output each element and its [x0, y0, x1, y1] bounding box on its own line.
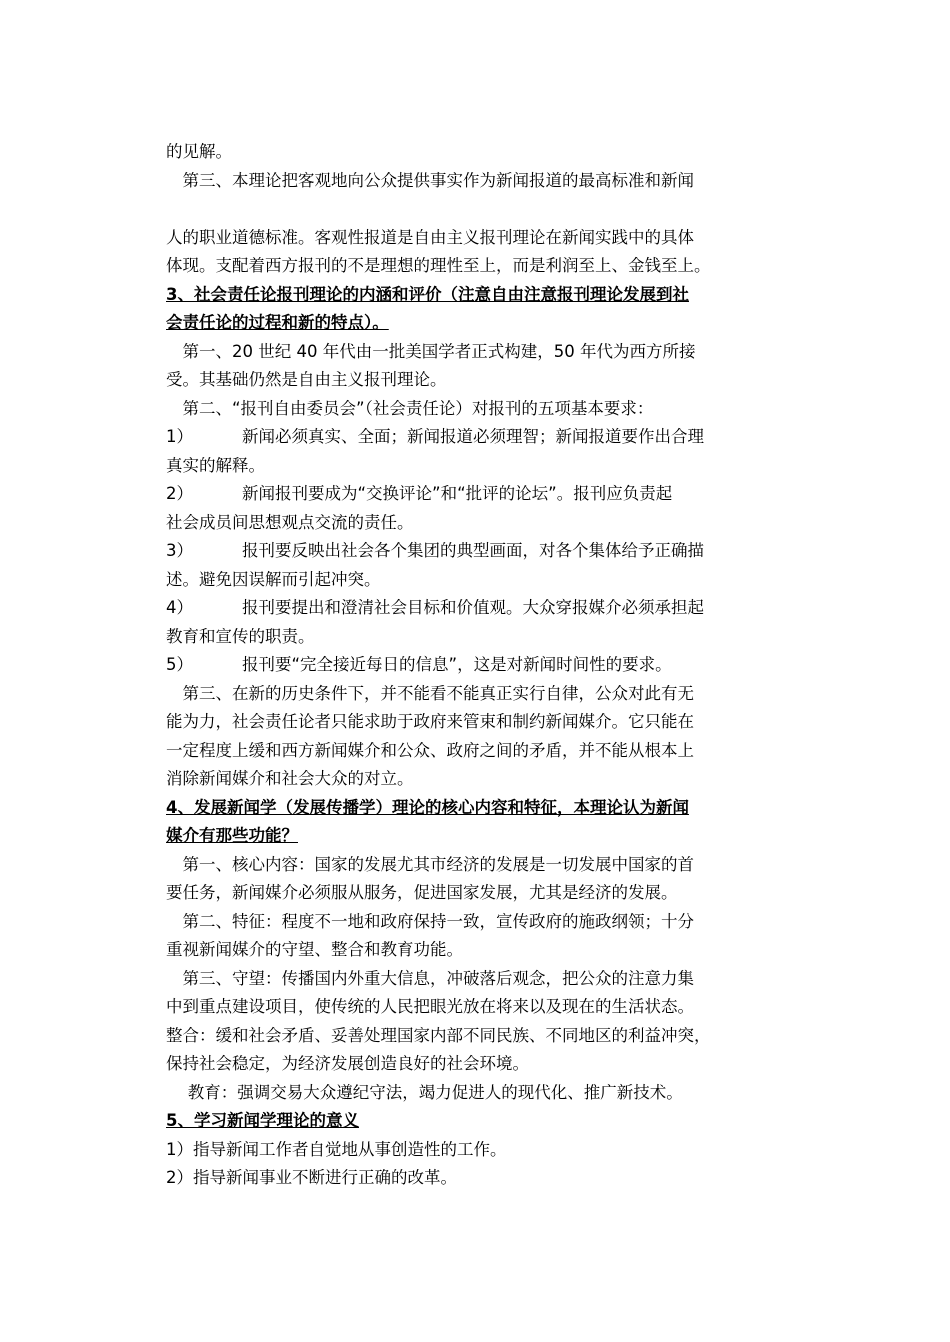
section-5-heading: 5、学习新闻学理论的意义: [166, 1111, 359, 1130]
list-item-text: 新闻必须真实、全面；新闻报道必须理智；新闻报道要作出合理: [242, 427, 704, 446]
list-item: [166, 480, 790, 509]
section-4-heading: 4、发展新闻学（发展传播学）理论的核心内容和特征，本理论认为新闻: [166, 797, 689, 817]
paragraph-line: 要任务，新闻媒介必须服从服务，促进国家发展，尤其是经济的发展。: [166, 883, 678, 902]
paragraph-line: 一定程度上缓和西方新闻媒介和公众、政府之间的矛盾，并不能从根本上: [166, 740, 694, 760]
list-item-number: 2）: [166, 484, 193, 503]
paragraph-line: 中到重点建设项目，使传统的人民把眼光放在将来以及现在的生活状态。: [166, 997, 694, 1016]
list-item: [166, 423, 790, 452]
paragraph-line: 第二、特征：程度不一地和政府保持一致，宣传政府的施政纲领；十分: [166, 911, 694, 931]
list-item-number: 4）: [166, 598, 193, 617]
paragraph-line: 第二、“报刊自由委员会”（社会责任论）对报刊的五项基本要求：: [166, 398, 654, 418]
paragraph-line: 第三、在新的历史条件下，并不能看不能真正实行自律，公众对此有无: [166, 683, 694, 703]
list-item-text: 报刊要提出和澄清社会目标和价值观。大众穿报媒介必须承担起: [242, 598, 704, 617]
paragraph-line: 能为力，社会责任论者只能求助于政府来管束和制约新闻媒介。它只能在: [166, 712, 694, 731]
paragraph-line: 体现。支配着西方报刊的不是理想的理性至上，而是利润至上、金钱至上。: [166, 256, 711, 275]
paragraph-line: 1）指导新闻工作者自觉地从事创造性的工作。: [166, 1139, 507, 1159]
paragraph-line: 第一、20 世纪 40 年代由一批美国学者正式构建，50 年代为西方所接: [166, 341, 696, 361]
list-item-cont: 教育和宣传的职责。: [166, 626, 315, 646]
paragraph-line: 受。其基础仍然是自由主义报刊理论。: [166, 370, 447, 389]
section-3-heading: 3、社会责任论报刊理论的内涵和评价（注意自由注意报刊理论发展到社: [166, 284, 689, 304]
list-item: [166, 594, 790, 623]
list-item-cont: 述。避免因误解而引起冲突。: [166, 569, 381, 589]
list-item: [166, 537, 790, 566]
blank-line: [166, 195, 790, 224]
paragraph-line: 人的职业道德标准。客观性报道是自由主义报刊理论在新闻实践中的具体: [166, 227, 694, 247]
paragraph-line: 保持社会稳定，为经济发展创造良好的社会环境。: [166, 1054, 529, 1073]
paragraph-line: 整合：缓和社会矛盾、妥善处理国家内部不同民族、不同地区的利益冲突，: [166, 1025, 711, 1045]
paragraph-line: 教育：强调交易大众遵纪守法，竭力促进人的现代化、推广新技术。: [166, 1082, 683, 1102]
list-item-cont: 社会成员间思想观点交流的责任。: [166, 512, 414, 532]
paragraph-line: 重视新闻媒介的守望、整合和教育功能。: [166, 940, 463, 959]
paragraph-line: 的见解。: [166, 142, 232, 161]
list-item-number: 5）: [166, 655, 193, 674]
paragraph-line: 第三、守望：传播国内外重大信息，冲破落后观念，把公众的注意力集: [166, 968, 694, 988]
list-item-text: 报刊要反映出社会各个集团的典型画面，对各个集体给予正确描: [242, 541, 704, 560]
paragraph-line: 第三、本理论把客观地向公众提供事实作为新闻报道的最高标准和新闻: [166, 170, 694, 190]
list-item-cont: 真实的解释。: [166, 455, 265, 475]
section-4-heading-cont: 媒介有那些功能？: [166, 826, 298, 845]
list-item-text: 报刊要“完全接近每日的信息”，这是对新闻时间性的要求。: [242, 655, 672, 674]
list-item-text: 新闻报刊要成为“交换评论”和“批评的论坛”。报刊应负责起: [242, 484, 673, 503]
paragraph-line: 第一、核心内容：国家的发展尤其市经济的发展是一切发展中国家的首: [166, 854, 694, 874]
paragraph-line: 消除新闻媒介和社会大众的对立。: [166, 769, 414, 788]
paragraph-line: 2）指导新闻事业不断进行正确的改革。: [166, 1168, 457, 1187]
section-3-heading-cont: 会责任论的过程和新的特点）。: [166, 313, 389, 332]
list-item-number: 3）: [166, 541, 193, 560]
list-item: [166, 651, 790, 680]
document-page: [166, 138, 790, 1193]
list-item-number: 1）: [166, 427, 193, 446]
